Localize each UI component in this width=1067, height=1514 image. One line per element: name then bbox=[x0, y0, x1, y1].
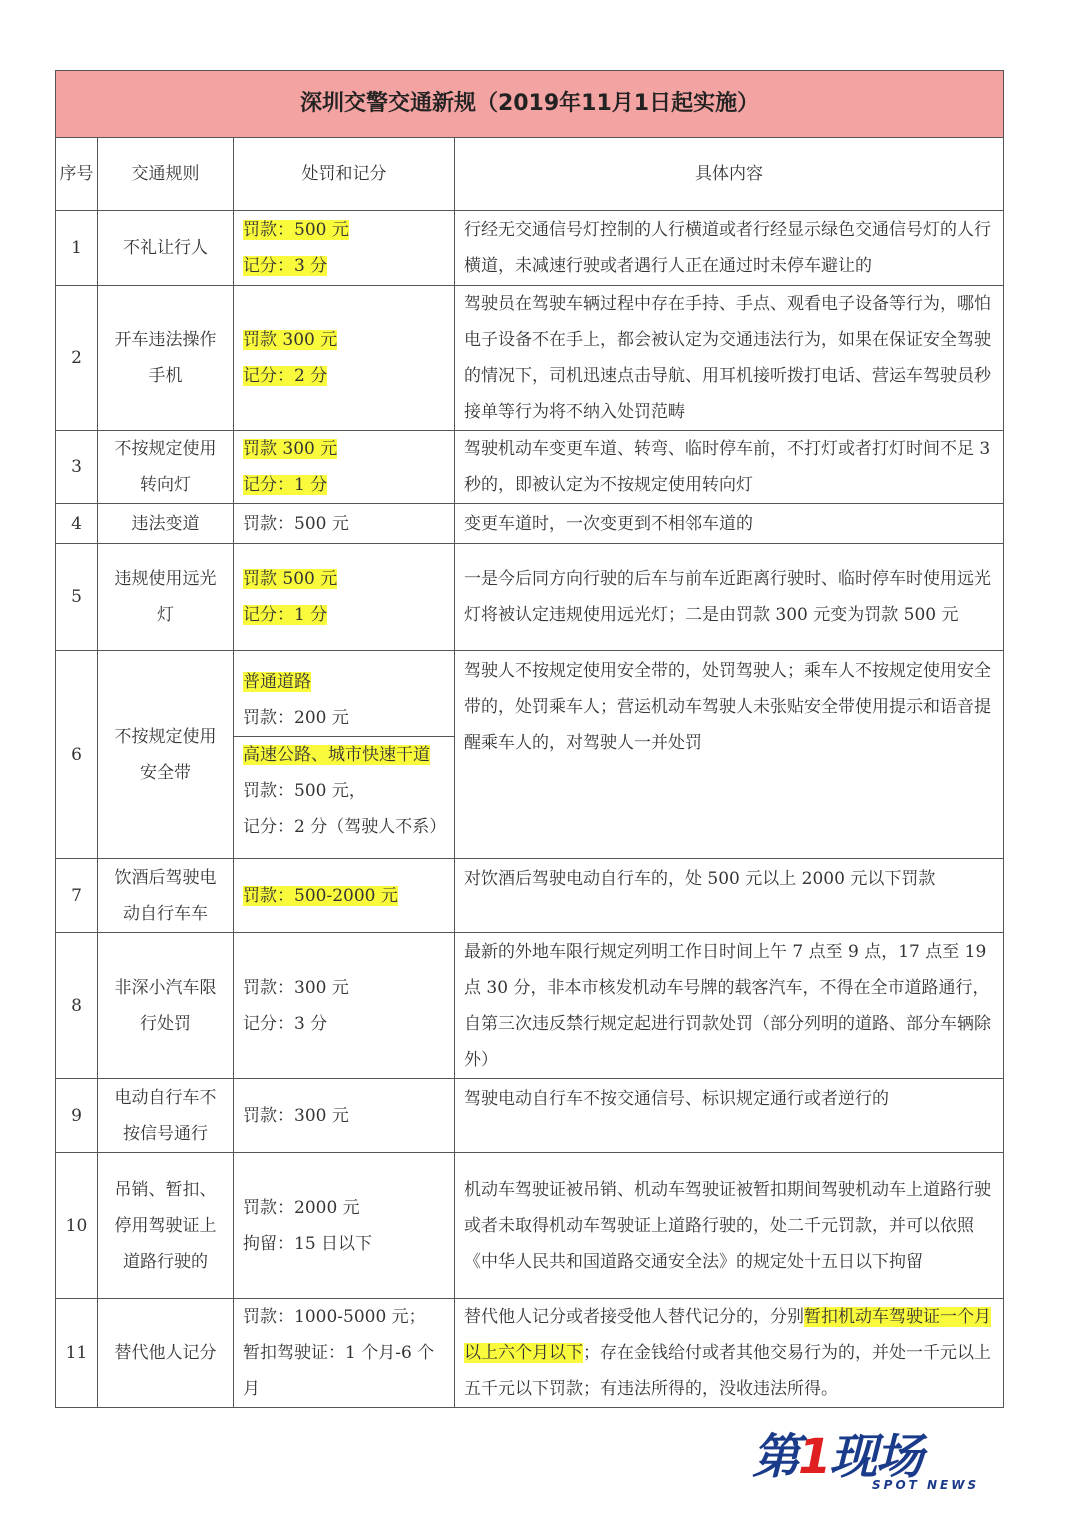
content-cell: 变更车道时，一次变更到不相邻车道的 bbox=[455, 504, 1004, 544]
row-number: 11 bbox=[56, 1299, 98, 1408]
penalty-cell bbox=[234, 286, 455, 431]
penalty-line: 罚款：300 元 bbox=[243, 1105, 349, 1126]
content-cell: 行经无交通信号灯控制的人行横道或者行经显示绿色交通信号灯的人行横道，未减速行驶或者遇行人正在通过时未停车避让的 bbox=[455, 211, 1004, 286]
header-content: 具体内容 bbox=[455, 138, 1004, 211]
penalty-line: 拘留：15 日以下 bbox=[243, 1233, 373, 1254]
penalty-line: 罚款：300 元 bbox=[243, 977, 349, 998]
row-number: 1 bbox=[56, 211, 98, 286]
table-row bbox=[56, 504, 1004, 544]
regulations-table bbox=[55, 70, 1004, 1408]
penalty-cell bbox=[234, 431, 455, 504]
penalty-line: 罚款：1000-5000 元； bbox=[243, 1307, 426, 1327]
rule-name: 非深小汽车限行处罚 bbox=[98, 933, 234, 1079]
penalty-cell bbox=[234, 1079, 455, 1153]
penalty-line: 罚款：500 元 bbox=[243, 513, 349, 534]
penalty-line: 罚款：500 元， bbox=[243, 781, 366, 801]
row-number: 4 bbox=[56, 504, 98, 544]
penalty-line: 记分：3 分 bbox=[243, 256, 328, 276]
rule-name: 不按规定使用转向灯 bbox=[98, 431, 234, 504]
table-row bbox=[56, 431, 1004, 504]
penalty-line: 罚款：200 元 bbox=[243, 708, 349, 728]
rule-name: 不按规定使用安全带 bbox=[98, 651, 234, 859]
rule-name: 违法变道 bbox=[98, 504, 234, 544]
table-row bbox=[56, 1299, 1004, 1408]
row-number: 5 bbox=[56, 544, 98, 651]
rule-name: 饮酒后驾驶电动自行车车 bbox=[98, 859, 234, 933]
penalty-line: 罚款 500 元 bbox=[243, 569, 338, 589]
content-cell: 机动车驾驶证被吊销、机动车驾驶证被暂扣期间驾驶机动车上道路行驶或者未取得机动车驾驶证上道路行驶的，处二千元罚款，并可以依照《中华人民共和国道路交通安全法》的规定处十五日以下拘留 bbox=[455, 1153, 1004, 1299]
table-row bbox=[56, 1153, 1004, 1299]
row-number: 7 bbox=[56, 859, 98, 933]
penalty-line: 记分：3 分 bbox=[243, 1013, 328, 1034]
table-row bbox=[56, 859, 1004, 933]
penalty-line: 普通道路 bbox=[243, 672, 311, 692]
rule-name: 违规使用远光灯 bbox=[98, 544, 234, 651]
penalty-cell bbox=[234, 933, 455, 1079]
table-row bbox=[56, 544, 1004, 651]
table-row bbox=[56, 211, 1004, 286]
rule-name: 不礼让行人 bbox=[98, 211, 234, 286]
content-cell: 对饮酒后驾驶电动自行车的，处 500 元以上 2000 元以下罚款 bbox=[455, 859, 1004, 933]
spot-news-logo: 第1现场 SPOT NEWS bbox=[752, 1429, 980, 1492]
rule-name: 替代他人记分 bbox=[98, 1299, 234, 1408]
penalty-line: 高速公路、城市快速干道 bbox=[243, 745, 430, 765]
content-cell: 替代他人记分或者接受他人替代记分的，分别暂扣机动车驾驶证一个月以上六个月以下；存在金钱给付或者其他交易行为的，并处一千元以上五千元以下罚款；有违法所得的，没收违法所得。 bbox=[455, 1299, 1004, 1408]
table-row bbox=[56, 933, 1004, 1079]
content-cell: 驾驶电动自行车不按交通信号、标识规定通行或者逆行的 bbox=[455, 1079, 1004, 1153]
penalty-cell bbox=[234, 859, 455, 933]
row-number: 10 bbox=[56, 1153, 98, 1299]
row-number: 3 bbox=[56, 431, 98, 504]
header-penalty: 处罚和记分 bbox=[234, 138, 455, 211]
content-cell: 最新的外地车限行规定列明工作日时间上午 7 点至 9 点，17 点至 19 点 30 分，非本市核发机动车号牌的载客汽车，不得在全市道路通行，自第三次违反禁行规定起进行罚款处罚（部分列明的道路、部分车辆除外） bbox=[455, 933, 1004, 1079]
penalty-line: 记分：1 分 bbox=[243, 605, 328, 625]
header-no: 序号 bbox=[56, 138, 98, 211]
penalty-line: 罚款 300 元 bbox=[243, 439, 338, 459]
rule-name: 电动自行车不按信号通行 bbox=[98, 1079, 234, 1153]
penalty-cell bbox=[234, 211, 455, 286]
penalty-cell bbox=[234, 651, 455, 859]
penalty-cell bbox=[234, 544, 455, 651]
table-row bbox=[56, 1079, 1004, 1153]
content-cell: 驾驶员在驾驶车辆过程中存在手持、手点、观看电子设备等行为，哪怕电子设备不在手上，都会被认定为交通违法行为，如果在保证安全驾驶的情况下，司机迅速点击导航、用耳机接听拨打电话、营运车驾驶员秒接单等行为将不纳入处罚范畴 bbox=[455, 286, 1004, 431]
penalty-line: 罚款 300 元 bbox=[243, 330, 338, 350]
row-number: 2 bbox=[56, 286, 98, 431]
table-row bbox=[56, 286, 1004, 431]
penalty-line: 记分：2 分 bbox=[243, 366, 328, 386]
row-number: 8 bbox=[56, 933, 98, 1079]
row-number: 9 bbox=[56, 1079, 98, 1153]
row-number: 6 bbox=[56, 651, 98, 859]
content-cell: 一是今后同方向行驶的后车与前车近距离行驶时、临时停车时使用远光灯将被认定违规使用远光灯；二是由罚款 300 元变为罚款 500 元 bbox=[455, 544, 1004, 651]
penalty-line: 记分：2 分（驾驶人不系） bbox=[243, 817, 447, 837]
rule-name: 吊销、暂扣、停用驾驶证上道路行驶的 bbox=[98, 1153, 234, 1299]
table-title: 深圳交警交通新规（2019年11月1日起实施） bbox=[56, 71, 1004, 138]
penalty-line: 暂扣驾驶证：1 个月-6 个月 bbox=[243, 1343, 435, 1399]
table-row bbox=[56, 651, 1004, 859]
penalty-line: 罚款：500 元 bbox=[243, 220, 349, 240]
penalty-line: 罚款：2000 元 bbox=[243, 1197, 360, 1218]
penalty-line: 罚款：500-2000 元 bbox=[243, 885, 398, 906]
penalty-line: 记分：1 分 bbox=[243, 475, 328, 495]
content-cell: 驾驶机动车变更车道、转弯、临时停车前，不打灯或者打灯时间不足 3 秒的，即被认定为不按规定使用转向灯 bbox=[455, 431, 1004, 504]
penalty-cell bbox=[234, 504, 455, 544]
penalty-cell bbox=[234, 1153, 455, 1299]
content-cell: 驾驶人不按规定使用安全带的，处罚驾驶人；乘车人不按规定使用安全带的，处罚乘车人；营运机动车驾驶人未张贴安全带使用提示和语音提醒乘车人的，对驾驶人一并处罚 bbox=[455, 651, 1004, 859]
header-rule: 交通规则 bbox=[98, 138, 234, 211]
rule-name: 开车违法操作手机 bbox=[98, 286, 234, 431]
penalty-cell bbox=[234, 1299, 455, 1408]
